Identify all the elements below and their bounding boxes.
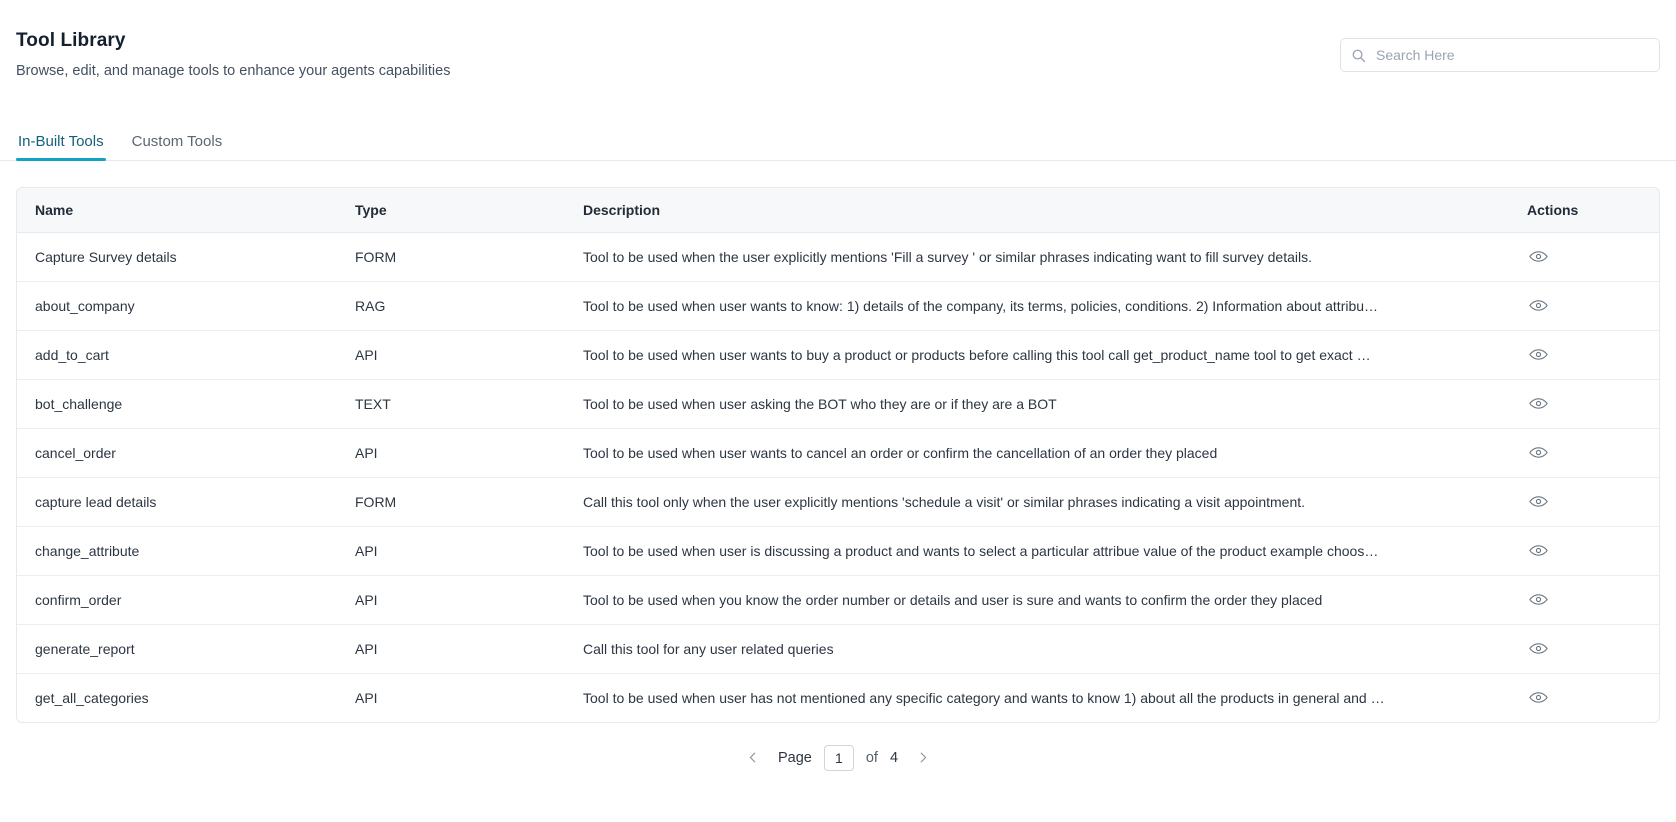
cell-actions [1509, 232, 1659, 281]
cell-name: bot_challenge [17, 379, 337, 428]
cell-description: Tool to be used when user wants to cancel an order or confirm the cancellation of an order they placed [565, 428, 1509, 477]
column-header-name: Name [17, 188, 337, 233]
table-row[interactable] [17, 477, 1659, 526]
cell-type: API [337, 428, 565, 477]
tools-table-card [16, 187, 1660, 723]
tools-table [17, 188, 1659, 722]
table-body [17, 232, 1659, 722]
cell-name: get_all_categories [35, 689, 149, 706]
cell-actions [1509, 428, 1659, 477]
view-tool-button[interactable] [1527, 443, 1549, 463]
cell-description: Tool to be used when user is discussing a product and wants to select a particular attribue value of the product example choos… [565, 526, 1509, 575]
cell-name: Capture Survey details [17, 232, 337, 281]
cell-actions [1509, 281, 1659, 330]
cell-type: API [337, 330, 565, 379]
view-tool-button[interactable] [1527, 394, 1549, 414]
column-header-type: Type [337, 188, 565, 233]
view-tool-button[interactable] [1527, 541, 1549, 561]
cell-type: API [337, 575, 565, 624]
view-tool-button[interactable] [1527, 296, 1549, 316]
cell-type: RAG [337, 281, 565, 330]
table-header-row [17, 188, 1659, 233]
cell-description: Tool to be used when the user explicitly mentions 'Fill a survey ' or similar phrases indicating want to fill survey details. [565, 232, 1509, 281]
table-head [17, 188, 1659, 233]
cell-name: about_company [17, 281, 337, 330]
chevron-left-icon[interactable] [740, 745, 766, 771]
cell-description: Tool to be used when user asking the BOT who they are or if they are a BOT [565, 379, 1509, 428]
cell-type: FORM [337, 477, 565, 526]
total-pages: 4 [889, 749, 899, 766]
cell-name: cancel_order [17, 428, 337, 477]
tab-bar [0, 133, 1676, 161]
cell-actions [1509, 624, 1659, 673]
table-row[interactable] [17, 379, 1659, 428]
cell-description: Tool to be used when user wants to know: 1) details of the company, its terms, policies, conditions. 2) Information about attribu… [565, 281, 1509, 330]
page-of-label: of [865, 749, 878, 766]
view-tool-button[interactable] [1527, 590, 1549, 610]
cell-name: add_to_cart [17, 330, 337, 379]
table-row[interactable] [17, 232, 1659, 281]
table-row[interactable] [17, 526, 1659, 575]
view-tool-button[interactable] [1527, 639, 1549, 659]
cell-actions [1509, 330, 1659, 379]
column-header-description: Description [565, 188, 1509, 233]
cell-description: Call this tool for any user related queries [565, 624, 1509, 673]
search-box[interactable] [1340, 38, 1660, 72]
cell-name: change_attribute [17, 526, 337, 575]
table-row[interactable] [17, 330, 1659, 379]
search-icon [1351, 48, 1366, 63]
search-input[interactable] [1374, 46, 1649, 64]
page-header [0, 0, 1676, 81]
cell-type: FORM [337, 232, 565, 281]
table-row[interactable] [17, 624, 1659, 673]
view-tool-button[interactable] [1527, 688, 1549, 708]
cell-name: capture lead details [17, 477, 337, 526]
view-tool-button[interactable] [1527, 492, 1549, 512]
cell-description: Tool to be used when user wants to buy a product or products before calling this tool call get_product_name tool to get exact … [565, 330, 1509, 379]
table-row[interactable] [17, 428, 1659, 477]
cell-actions [1509, 526, 1659, 575]
cell-type: API [337, 526, 565, 575]
tab-in-built-tools[interactable]: In-Built Tools [16, 133, 106, 160]
cell-type: API [337, 624, 565, 673]
cell-name: confirm_order [17, 575, 337, 624]
table-row[interactable] [17, 281, 1659, 330]
page-label: Page [777, 749, 812, 766]
cell-actions [1509, 673, 1659, 722]
cell-description: Tool to be used when you know the order number or details and user is sure and wants to confirm the order they placed [565, 575, 1509, 624]
tab-custom-tools[interactable]: Custom Tools [130, 133, 225, 160]
cell-description: Tool to be used when user has not mentioned any specific category and wants to know 1) about all the products in general and … [583, 689, 1385, 706]
cell-name: generate_report [17, 624, 337, 673]
page-title: Tool Library [16, 30, 126, 51]
cell-description: Call this tool only when the user explicitly mentions 'schedule a visit' or similar phrases indicating a visit appointment. [565, 477, 1509, 526]
title-block [16, 30, 450, 81]
table-row[interactable] [17, 575, 1659, 624]
chevron-right-icon[interactable] [910, 745, 936, 771]
pagination [0, 745, 1676, 771]
view-tool-button[interactable] [1527, 247, 1549, 267]
page-subtitle: Browse, edit, and manage tools to enhance your agents capabilities [16, 62, 451, 79]
cell-type: API [355, 689, 378, 706]
view-tool-button[interactable] [1527, 345, 1549, 365]
column-header-actions: Actions [1509, 188, 1659, 233]
page-number-input[interactable] [824, 745, 854, 771]
cell-actions [1509, 575, 1659, 624]
table-row[interactable] [17, 673, 1659, 722]
cell-actions [1509, 477, 1659, 526]
cell-type: TEXT [337, 379, 565, 428]
cell-actions [1509, 379, 1659, 428]
